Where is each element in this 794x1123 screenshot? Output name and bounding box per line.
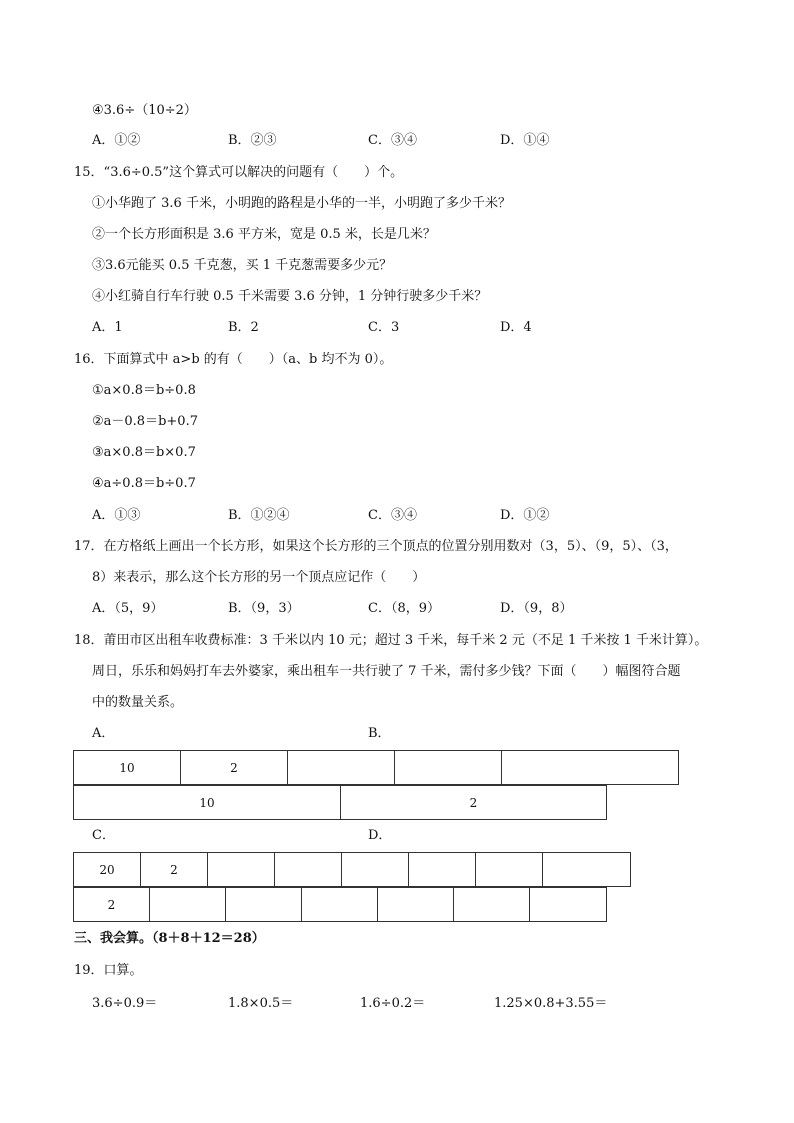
q19-item-3: 1.6÷0.2＝ bbox=[360, 996, 426, 1011]
q15-item-1: ①小华跑了 3.6 千米，小明跑的路程是小华的一半，小明跑了多少千米？ bbox=[92, 196, 511, 211]
q18-diagram-row-4 bbox=[73, 887, 607, 922]
bar-cell: 20 bbox=[74, 853, 141, 887]
bar-cell bbox=[454, 888, 530, 922]
q15-item-4: ④小红骑自行车行驶 0.5 千米需要 3.6 分钟，1 分钟行驶多少千米？ bbox=[92, 289, 488, 304]
bar-cell bbox=[275, 853, 342, 887]
q15-item-2: ②一个长方形面积是 3.6 平方米，宽是 0.5 米，长是几米？ bbox=[92, 227, 436, 242]
q18-label-c: C． bbox=[92, 828, 115, 843]
q16-item-4: ④a÷0.8＝b÷0.7 bbox=[92, 476, 196, 491]
bar-cell bbox=[543, 853, 631, 887]
bar-cell bbox=[150, 888, 226, 922]
q17-option-c: C．（8，9） bbox=[368, 601, 440, 616]
q17-option-d: D．（9，8） bbox=[500, 601, 573, 616]
bar-cell: 2 bbox=[181, 751, 288, 785]
q19-item-2: 1.8×0.5＝ bbox=[228, 996, 294, 1011]
q18-label-a: A． bbox=[92, 726, 115, 741]
q15-stem: 15．“3.6÷0.5”这个算式可以解决的问题有（ ）个。 bbox=[74, 165, 404, 180]
bar-cell: 10 bbox=[74, 786, 341, 820]
bar-cell bbox=[476, 853, 543, 887]
q16-option-a: A．①③ bbox=[92, 508, 141, 523]
bar-cell bbox=[226, 888, 302, 922]
q14-option-a: A．①② bbox=[92, 133, 141, 148]
q16-item-3: ③a×0.8＝b×0.7 bbox=[92, 445, 196, 460]
bar-cell: 2 bbox=[341, 786, 607, 820]
bar-cell bbox=[530, 888, 607, 922]
bar-cell bbox=[409, 853, 476, 887]
q17-option-a: A．（5，9） bbox=[92, 601, 164, 616]
q17-option-b: B．（9，3） bbox=[228, 601, 300, 616]
q16-option-b: B．①②④ bbox=[228, 508, 290, 523]
q19-item-1: 3.6÷0.9＝ bbox=[92, 996, 158, 1011]
bar-cell bbox=[302, 888, 378, 922]
q18-label-b: B． bbox=[368, 726, 391, 741]
q17-stem-line1: 17．在方格纸上画出一个长方形，如果这个长方形的三个顶点的位置分别用数对（3，5）、（9，5）、（3， bbox=[74, 539, 678, 554]
q15-option-b: B．2 bbox=[228, 320, 259, 335]
q18-stem-line1: 18．莆田市区出租车收费标准：3 千米以内 10 元；超过 3 千米，每千米 2 元（不足 1 千米按 1 千米计算）。 bbox=[74, 633, 708, 648]
q15-option-d: D．4 bbox=[500, 320, 532, 335]
bar-cell bbox=[208, 853, 275, 887]
bar-cell bbox=[288, 751, 395, 785]
bar-cell bbox=[502, 751, 679, 785]
q19-item-4: 1.25×0.8+3.55＝ bbox=[494, 996, 608, 1011]
q16-stem: 16．下面算式中 a>b 的有（ ）（a、b 均不为 0）。 bbox=[74, 352, 393, 367]
q14-option-c: C．③④ bbox=[368, 133, 417, 148]
q17-stem-line2: 8）来表示，那么这个长方形的另一个顶点应记作（ ） bbox=[92, 570, 426, 585]
bar-cell bbox=[342, 853, 409, 887]
q18-diagram-row-2 bbox=[73, 785, 607, 820]
bar-cell bbox=[378, 888, 454, 922]
q14-option-b: B．②③ bbox=[228, 133, 277, 148]
q15-option-c: C．3 bbox=[368, 320, 400, 335]
q16-item-1: ①a×0.8＝b÷0.8 bbox=[92, 383, 196, 398]
q18-stem-line2: 周日，乐乐和妈妈打车去外婆家，乘出租车一共行驶了 7 千米，需付多少钱？下面（ ）幅图符合题 bbox=[92, 664, 681, 679]
q15-option-a: A．1 bbox=[92, 320, 123, 335]
q15-item-3: ③3.6元能买 0.5 千克葱，买 1 千克葱需要多少元？ bbox=[92, 258, 393, 273]
q14-option-d: D．①④ bbox=[500, 133, 550, 148]
bar-cell: 2 bbox=[141, 853, 208, 887]
bar-cell: 10 bbox=[74, 751, 181, 785]
q14-item-4: ④3.6÷（10÷2） bbox=[92, 103, 197, 118]
section-3-title: 三、我会算。（8＋8＋12＝28） bbox=[74, 931, 265, 946]
bar-cell bbox=[395, 751, 502, 785]
q18-stem-line3: 中的数量关系。 bbox=[92, 695, 184, 710]
q18-diagram-row-3 bbox=[73, 852, 631, 887]
q16-item-2: ②a－0.8＝b+0.7 bbox=[92, 414, 198, 429]
q18-label-d: D． bbox=[368, 828, 392, 843]
q16-option-c: C．③④ bbox=[368, 508, 417, 523]
q19-stem: 19．口算。 bbox=[74, 963, 143, 978]
q16-option-d: D．①② bbox=[500, 508, 550, 523]
bar-cell: 2 bbox=[74, 888, 150, 922]
q18-diagram-row-1 bbox=[73, 750, 679, 785]
